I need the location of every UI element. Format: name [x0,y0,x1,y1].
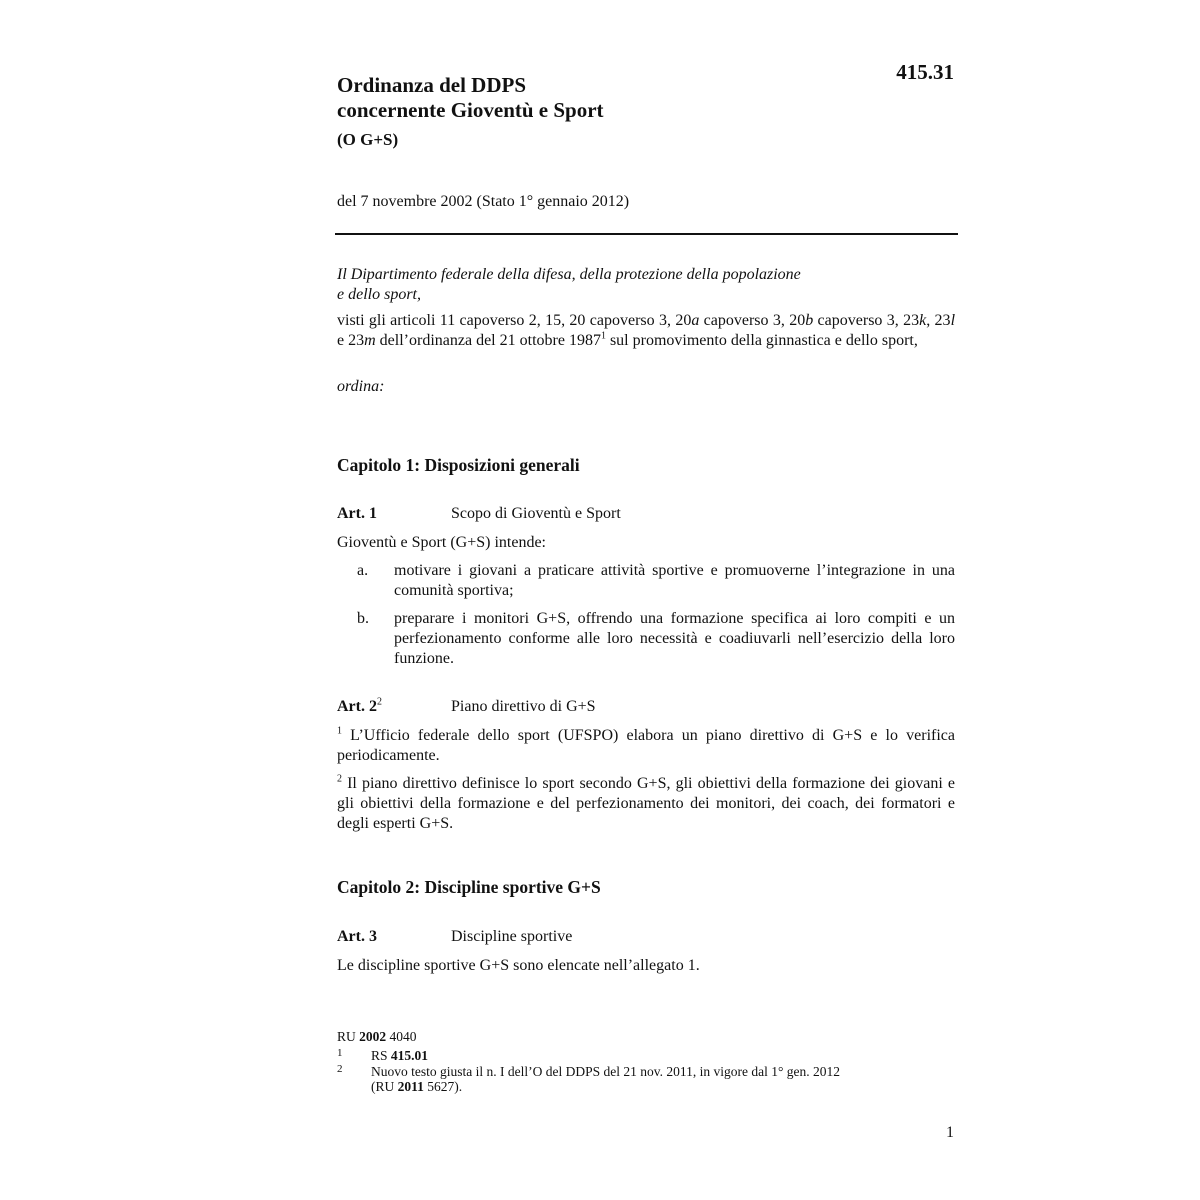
fn2-pre: (RU [371,1079,398,1094]
fn2-line-1: Nuovo testo giusta il n. I dell’O del DDPS del 21 nov. 2011, in vigore dal 1° gen. 2012 [371,1064,840,1079]
list-text: preparare i monitori G+S, offrendo una formazione specifica ai loro compiti e un perfezionamento conforme alle loro necessità e coadiuvarli nell’esercizio della loro funzione. [394,610,955,667]
art-3-text: Le discipline sportive G+S sono elencate nell’allegato 1. [337,957,700,974]
list-item [357,609,955,669]
visti-text: e 23 [337,332,365,349]
footnote-text [371,1064,971,1094]
footnote-2 [337,1064,971,1094]
footnote-ref-2[interactable]: 2 [376,696,382,708]
para-number: 2 [337,773,342,785]
footnote-text [371,1048,971,1063]
art-2-number [337,698,451,716]
fn1-prefix: RS [371,1048,391,1063]
art-2-number-text: Art. 2 [337,698,377,715]
visti-italic: k [919,312,927,329]
list-marker: a. [357,562,369,579]
title-line-2: concernente Gioventù e Sport [337,98,604,122]
para-number: 1 [337,725,342,737]
footnote-ref-1[interactable]: 1 [600,330,606,342]
art-2-header [337,698,596,716]
visti-text: visti gli articoli 11 capoverso 2, 15, 20 capoverso 3, 20 [337,312,692,329]
para-text: Il piano direttivo definisce lo sport secondo G+S, gli obiettivi della formazione dei giovani e gli obiettivi della formazione e del perfezionamento dei monitori, dei coach, dei formatori e degli esperti G+S. [337,775,955,832]
chapter-1-title: Capitolo 1: Disposizioni generali [337,455,580,475]
chapter-2-title: Capitolo 2: Discipline sportive G+S [337,877,601,897]
visti-italic: m [364,332,376,349]
list-item [357,561,955,601]
list-text: motivare i giovani a praticare attività sportive e promuoverne l’integrazione in una comunità sportiva; [394,562,955,599]
footnote-number: 2 [337,1063,343,1075]
art-2-para-2 [337,774,955,834]
visti-text: capoverso 3, 20 [699,312,806,329]
ru-prefix: RU [337,1029,360,1044]
sr-number: 415.31 [896,60,954,84]
para-text: L’Ufficio federale dello sport (UFSPO) elabora un piano direttivo di G+S e lo verifica periodicamente. [337,727,955,764]
short-title: (O G+S) [337,130,399,149]
preamble-authority [337,265,955,305]
fn2-line-2 [371,1079,971,1094]
authority-line-2: e dello sport, [337,286,421,303]
visti-italic: b [805,312,814,329]
art-3-heading: Discipline sportive [451,928,573,945]
title-line-1: Ordinanza del DDPS [337,73,527,97]
title-divider [335,233,958,235]
visti-text: capoverso 3, 23 [813,312,920,329]
art-1-intro: Gioventù e Sport (G+S) intende: [337,534,546,551]
art-1-heading: Scopo di Gioventù e Sport [451,505,621,522]
art-3-header [337,928,572,946]
art-1-header [337,505,621,523]
footnote-number: 1 [337,1047,343,1059]
list-marker: b. [357,610,369,627]
visti-text: sul promovimento della ginnastica e dello sport, [605,332,918,349]
art-1-number: Art. 1 [337,505,377,522]
art-2-heading: Piano direttivo di G+S [451,698,596,715]
ordina: ordina: [337,378,385,395]
visti-italic: l [950,312,956,329]
art-2-para-1 [337,726,955,766]
visti-italic: a [691,312,700,329]
document-title [337,73,604,123]
ru-reference [337,1029,417,1044]
page-number: 1 [946,1124,954,1141]
ru-page: 4040 [386,1029,417,1044]
art-3-number: Art. 3 [337,928,377,945]
document-date: del 7 novembre 2002 (Stato 1° gennaio 2012) [337,193,630,210]
ru-year: 2002 [359,1029,387,1044]
visti-text: dell’ordinanza del 21 ottobre 1987 [375,332,601,349]
fn2-year: 2011 [397,1079,424,1094]
authority-line-1: Il Dipartimento federale della difesa, della protezione della popolazione [337,266,801,283]
footnote-1 [337,1048,971,1063]
visti-text: , 23 [926,312,951,329]
preamble-visti [337,311,955,351]
fn1-ref: 415.01 [390,1048,429,1063]
fn2-post: 5627). [423,1079,463,1094]
